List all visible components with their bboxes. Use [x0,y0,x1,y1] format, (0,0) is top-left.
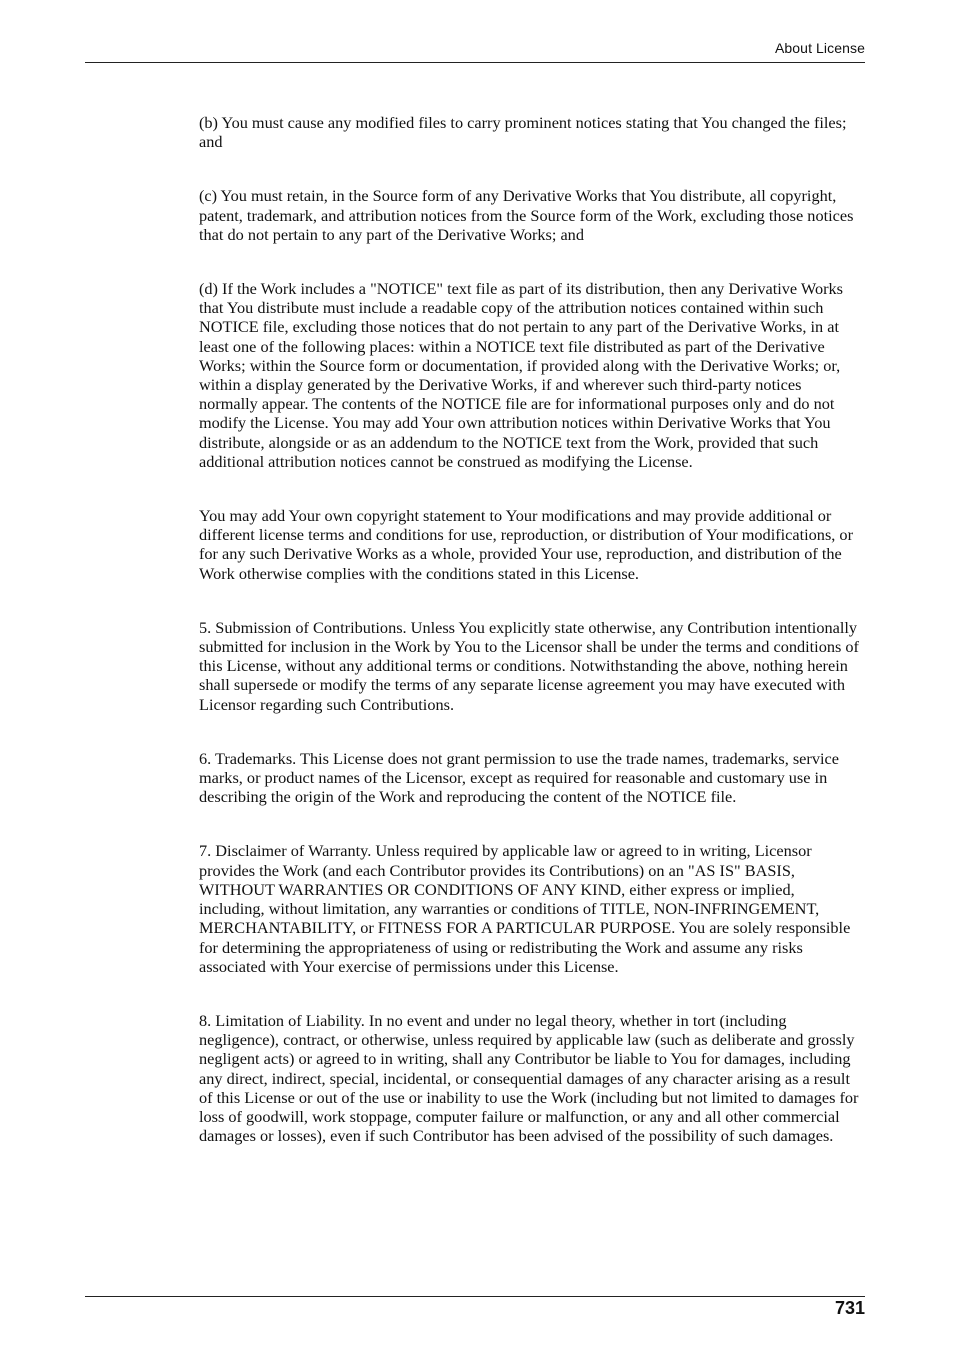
paragraph-d: (d) If the Work includes a "NOTICE" text file as part of its distribution, then any Derivative Works that You distribute must include a readable copy of the attribution notices contained within such NOTICE file, excluding those notices that do not pertain to any part of the Derivative Works, in at least one of the following places: within a NOTICE text file distributed as part of the Derivative Works; within the Source form or documentation, if provided along with the Derivative Works; or, within a display generated by the Derivative Works, if and wherever such third-party notices normally appear. The contents of the NOTICE file are for informational purposes only and do not modify the License. You may add Your own attribution notices within Derivative Works that You distribute, alongside or as an addendum to the NOTICE text from the Work, provided that such additional attribution notices cannot be construed as modifying the License. [199,279,843,471]
paragraph-copyright-statement: You may add Your own copyright statement to Your modifications and may provide additional or different license terms and conditions for use, reproduction, or distribution of Your modifications, or for any such Derivative Works as a whole, provided Your use, reproduction, and distribution of the Work otherwise complies with the conditions stated in this License. [199,506,853,583]
paragraph-disclaimer-of-warranty: 7. Disclaimer of Warranty. Unless required by applicable law or agreed to in writing, Licensor provides the Work (and each Contributor provides its Contributions) on an "AS IS" BASIS, WITHOUT WARRANTIES OR CONDITIONS OF ANY KIND, either express or implied, including, without limitation, any warranties or conditions of TITLE, NON-INFRINGEMENT, MERCHANTABILITY, or FITNESS FOR A PARTICULAR PURPOSE. You are solely responsible for determining the appropriateness of using or redistributing the Work and assume any risks associated with Your exercise of permissions under this License. [199,841,851,976]
paragraph-b: (b) You must cause any modified files to carry prominent notices stating that You changed the files; and [199,113,847,152]
paragraph-limitation-of-liability: 8. Limitation of Liability. In no event and under no legal theory, whether in tort (including negligence), contract, or otherwise, unless required by applicable law (such as deliberate and grossly negligent acts) or agreed to in writing, shall any Contributor be liable to You for damages, including any direct, indirect, special, incidental, or consequential damages of any character arising as a result of this License or out of the use or inability to use the Work (including but not limited to damages for loss of goodwill, work stoppage, computer failure or malfunction, or any and all other commercial damages or losses), even if such Contributor has been advised of the possibility of such damages. [199,1010,859,1146]
paragraph-submission-of-contributions: 5. Submission of Contributions. Unless You explicitly state otherwise, any Contribution intentionally submitted for inclusion in the Work by You to the Licensor shall be under the terms and conditions of this License, without any additional terms or conditions. Notwithstanding the above, nothing herein shall supersede or modify the terms of any separate license agreement you may have executed with Licensor regarding such Contributions. [199,617,859,714]
footer-divider [85,1296,865,1297]
running-header-title: About License [774,40,865,56]
page-number: 731 [834,1298,865,1318]
paragraph-trademarks: 6. Trademarks. This License does not grant permission to use the trade names, trademarks, service marks, or product names of the Licensor, except as required for reasonable and customary use in describing the origin of the Work and reproducing the content of the NOTICE file. [199,748,839,807]
license-body [199,113,863,1180]
paragraph-c: (c) You must retain, in the Source form of any Derivative Works that You distribute, all copyright, patent, trademark, and attribution notices from the Source form of the Work, excluding those notices that do not pertain to any part of the Derivative Works; and [199,186,854,244]
header-divider [85,62,865,63]
